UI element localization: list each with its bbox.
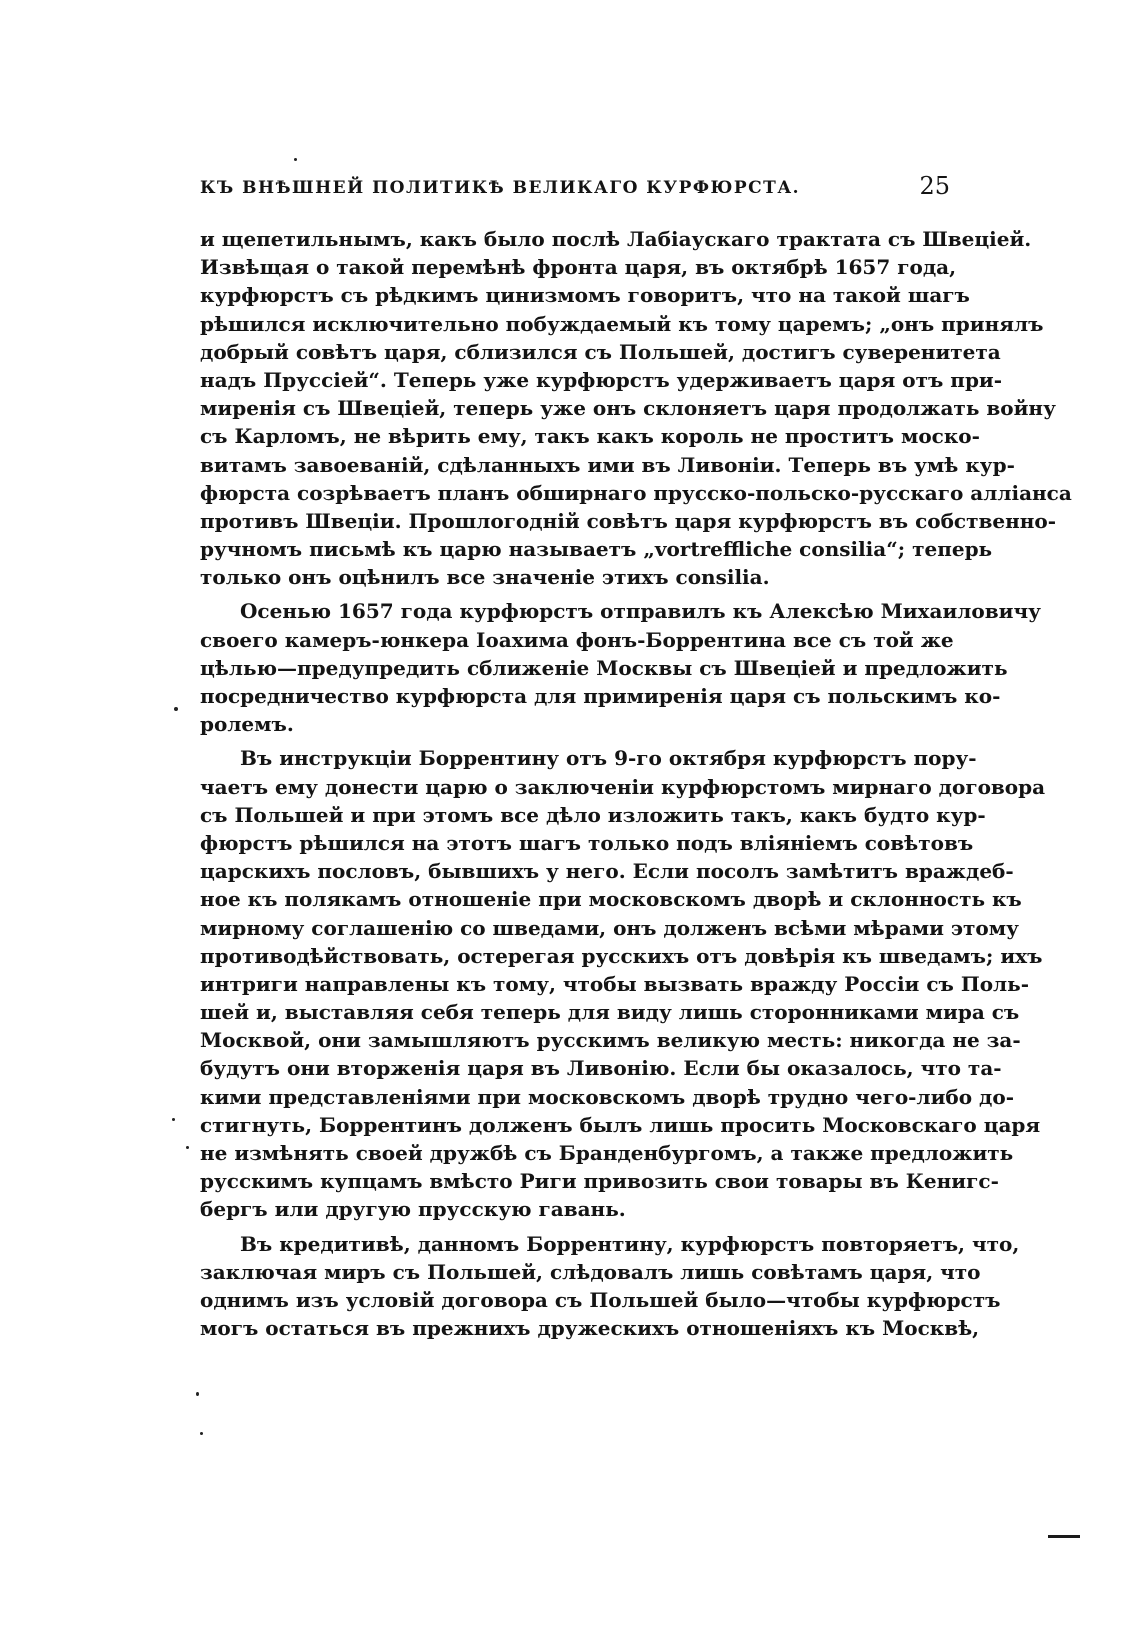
text-line: противъ Швеціи. Прошлогодній совѣтъ царя курфюрстъ въ собственно- (200, 508, 1057, 533)
text-line: будутъ они вторженія царя въ Ливонію. Если бы оказалось, что та- (200, 1056, 1002, 1081)
scan-speck (186, 1146, 189, 1149)
text-line: стигнуть, Боррентинъ долженъ былъ лишь просить Московскаго царя (200, 1112, 1041, 1137)
text-line: только онъ оцѣнилъ все значеніе этихъ consilia. (200, 565, 770, 590)
running-title: КЪ ВНѢШНЕЙ ПОЛИТИКѢ ВЕЛИКАГО КУРФЮРСТА. (200, 178, 801, 198)
scan-speck (200, 1432, 203, 1435)
running-head (200, 172, 950, 212)
text-line: добрый совѣтъ царя, сблизился съ Польшей, достигъ суверенитета (200, 339, 1001, 364)
text-line: бергъ или другую прусскую гавань. (200, 1197, 626, 1222)
text-line: своего камеръ-юнкера Іоахима фонъ-Боррентина все съ той же (200, 627, 954, 652)
text-line: Москвой, они замышляютъ русскимъ великую месть: никогда не за- (200, 1028, 1021, 1053)
margin-dash-mark (1048, 1535, 1080, 1538)
text-line: чаетъ ему донести царю о заключеніи курфюрстомъ мирнаго договора (200, 774, 1046, 799)
text-line: шей и, выставляя себя теперь для виду лишь сторонниками мира съ (200, 1000, 1020, 1025)
text-line: рѣшился исключительно побуждаемый къ тому царемъ; „онъ принялъ (200, 311, 1044, 336)
text-line: не измѣнять своей дружбѣ съ Бранденбургомъ, а также предложить (200, 1141, 1014, 1165)
text-line: курфюрстъ съ рѣдкимъ цинизмомъ говоритъ, что на такой шагъ (200, 283, 970, 308)
text-line: могъ остаться въ прежнихъ дружескихъ отношеніяхъ къ Москвѣ, (200, 1316, 980, 1341)
text-line: и щепетильнымъ, какъ было послѣ Лабіаускаго трактата съ Швеціей. (200, 227, 1032, 251)
paragraph-3 (200, 744, 1046, 1223)
scan-speck (294, 158, 297, 161)
text-line: надъ Пруссіей“. Теперь уже курфюрстъ удерживаетъ царя отъ при- (200, 367, 1003, 392)
text-line: цѣлью—предупредить сближеніе Москвы съ Швеціей и предложить (200, 655, 1008, 680)
text-line: Осенью 1657 года курфюрстъ отправилъ къ Алексѣю Михаиловичу (240, 599, 1041, 624)
paragraph-4 (200, 1230, 1020, 1343)
paragraph-2 (200, 597, 1041, 738)
text-line: кими представленіями при московскомъ дворѣ трудно чего-либо до- (200, 1084, 1015, 1109)
body-text (200, 225, 1072, 1342)
text-line: посредничество курфюрста для примиренія царя съ польскимъ ко- (200, 684, 1001, 708)
text-line: съ Карломъ, не вѣрить ему, такъ какъ король не проститъ моско- (200, 424, 980, 449)
text-line: миренія съ Швеціей, теперь уже онъ склоняетъ царя продолжать войну (200, 396, 1056, 421)
scan-speck (172, 1118, 175, 1121)
text-line: мирному соглашенію со шведами, онъ долженъ всѣми мѣрами этому (200, 915, 1019, 940)
text-line: интриги направлены къ тому, чтобы вызвать вражду Россіи съ Поль- (200, 971, 1030, 996)
text-line: однимъ изъ условій договора съ Польшей было—чтобы курфюрстъ (200, 1287, 1001, 1312)
text-line: Извѣщая о такой перемѣнѣ фронта царя, въ октябрѣ 1657 года, (200, 255, 957, 280)
text-line: Въ инструкціи Боррентину отъ 9-го октября курфюрстъ пору- (240, 746, 977, 771)
text-line: Въ кредитивѣ, данномъ Боррентину, курфюрстъ повторяетъ, что, (240, 1231, 1020, 1256)
text-line: противодѣйствовать, остерегая русскихъ отъ довѣрія къ шведамъ; ихъ (200, 943, 1043, 968)
text-line: съ Польшей и при этомъ все дѣло изложить такъ, какъ будто кур- (200, 802, 986, 827)
text-line: царскихъ пословъ, бывшихъ у него. Если посолъ замѣтитъ враждеб- (200, 859, 1014, 884)
text-line: ручномъ письмѣ къ царю называетъ „vortreffliche consilia“; теперь (200, 537, 993, 562)
text-line: заключая миръ съ Польшей, слѣдовалъ лишь совѣтамъ царя, что (200, 1259, 981, 1284)
page-number: 25 (919, 172, 950, 200)
text-line: витамъ завоеваній, сдѣланныхъ ими въ Ливоніи. Теперь въ умѣ кур- (200, 452, 1015, 477)
scan-speck (196, 1392, 199, 1396)
text-line: фюрстъ рѣшился на этотъ шагъ только подъ вліяніемъ совѣтовъ (200, 830, 974, 855)
text-line: русскимъ купцамъ вмѣсто Риги привозить свои товары въ Кенигс- (200, 1169, 999, 1194)
text-line: ролемъ. (200, 712, 294, 737)
text-line: фюрста созрѣваетъ планъ обширнаго прусско-польско-русскаго алліанса (200, 480, 1072, 505)
text-line: ное къ полякамъ отношеніе при московскомъ дворѣ и склонность къ (200, 887, 1022, 912)
scan-speck (174, 707, 178, 711)
paragraph-1 (200, 225, 1072, 591)
